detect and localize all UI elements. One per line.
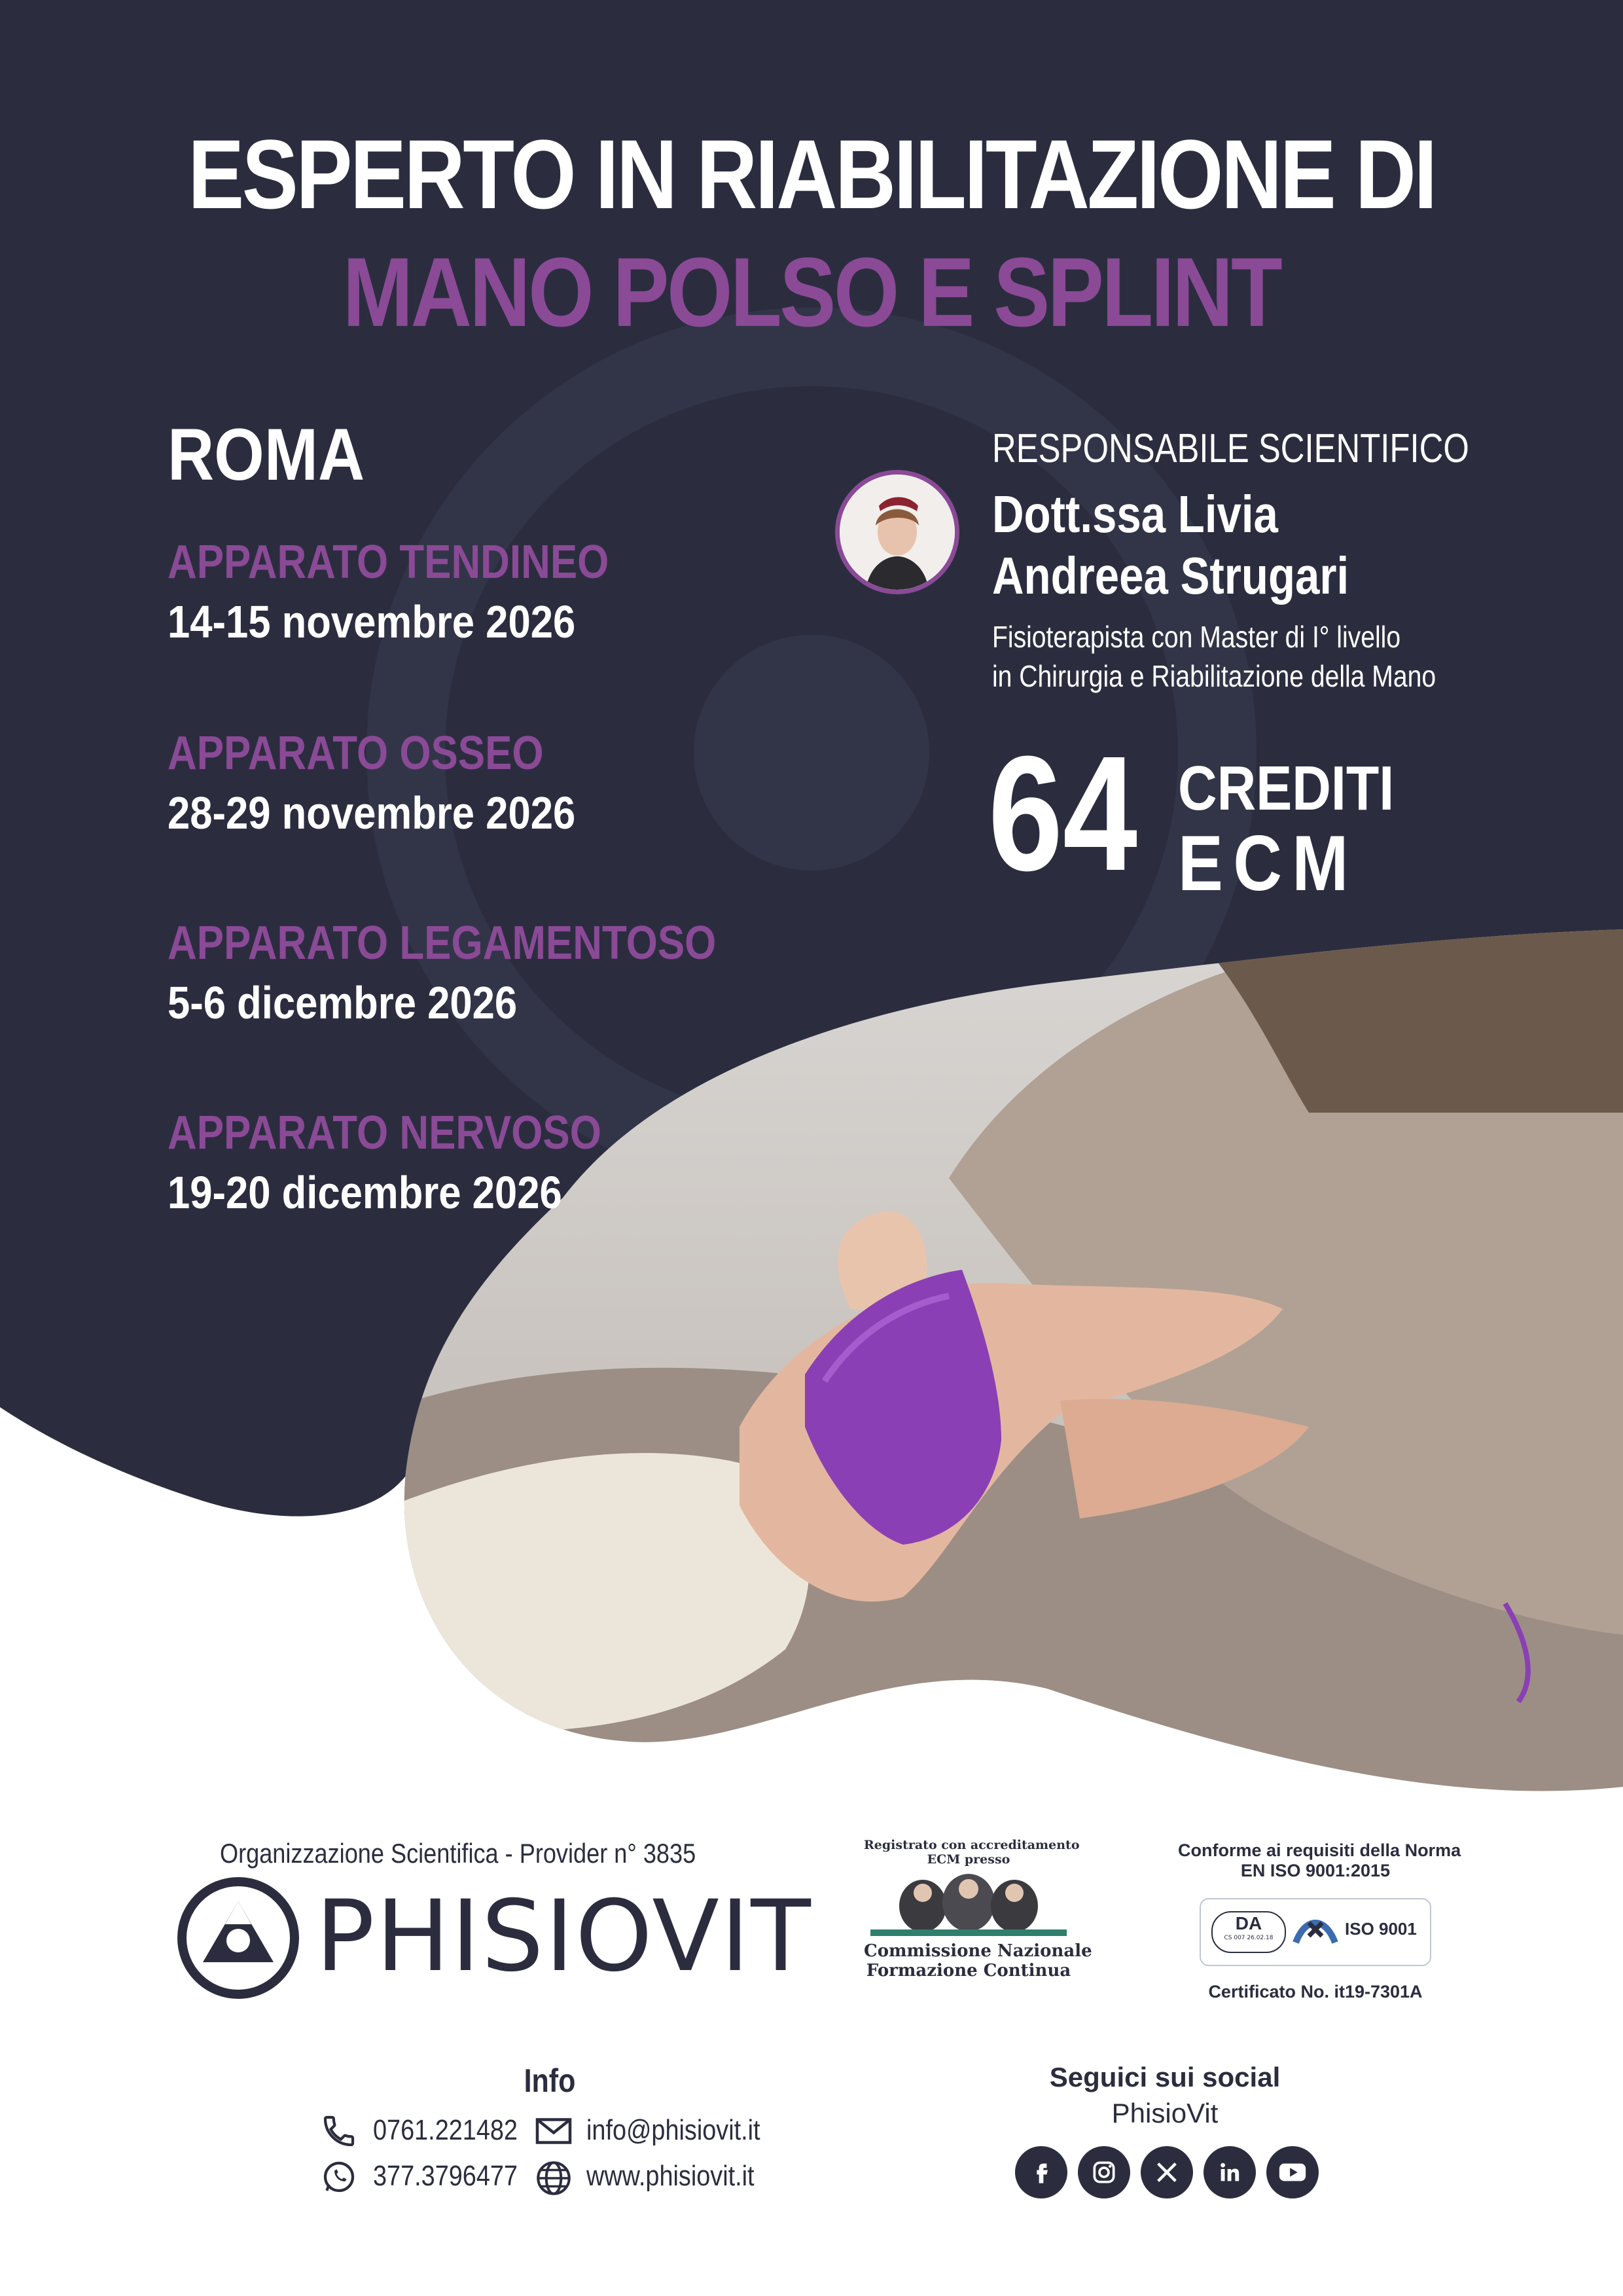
ecm-badge-text: ECM presso xyxy=(927,1852,1010,1867)
organization-label: Organizzazione Scientifica - Provider n° 3835 xyxy=(220,1838,696,1869)
module-title: APPARATO LEGAMENTOSO xyxy=(168,917,717,969)
module-title: APPARATO TENDINEO xyxy=(168,536,609,588)
ecm-badge-text: Formazione Continua xyxy=(866,1961,1071,1981)
credits-ecm: ECM xyxy=(1178,819,1359,907)
iso-badge-text: EN ISO 9001:2015 xyxy=(1240,1861,1391,1880)
ecm-illustration xyxy=(864,1867,1073,1939)
da-mark: DA CS 007 26.02.18 xyxy=(1211,1911,1286,1953)
course-title-line2: MANO POLSO E SPLINT xyxy=(342,237,1281,347)
email-icon xyxy=(534,2114,573,2148)
responsabile-name: Dott.ssa Livia xyxy=(992,485,1278,543)
responsabile-label: RESPONSABILE SCIENTIFICO xyxy=(992,426,1469,471)
globe-icon xyxy=(534,2159,573,2198)
course-title-line1: ESPERTO IN RIABILITAZIONE DI xyxy=(188,119,1435,229)
whatsapp-number-link[interactable]: 377.3796477 xyxy=(373,2160,518,2192)
iso-badge-text: Conforme ai requisiti della Norma xyxy=(1178,1840,1461,1860)
module-title: APPARATO NERVOSO xyxy=(168,1107,601,1159)
phisiovit-logo-text: PHISIOVIT xyxy=(315,1880,812,1994)
ecm-badge-text: Commissione Nazionale xyxy=(864,1941,1092,1961)
responsabile-description: Fisioterapista con Master di I° livello xyxy=(992,620,1401,654)
iso-badge xyxy=(1178,1840,1461,2002)
social-handle: PhisioVit xyxy=(1111,2098,1219,2128)
module-title: APPARATO OSSEO xyxy=(168,727,544,780)
avatar xyxy=(835,470,959,594)
instagram-icon[interactable] xyxy=(1078,2146,1130,2198)
ecm-badge xyxy=(864,1838,1092,1981)
facebook-icon[interactable] xyxy=(1015,2146,1067,2198)
module-date: 28-29 novembre 2026 xyxy=(168,787,576,838)
phone-number-link[interactable]: 0761.221482 xyxy=(373,2114,518,2146)
whatsapp-icon xyxy=(321,2159,357,2195)
module-date: 19-20 dicembre 2026 xyxy=(168,1167,562,1218)
iso-9001-label: ISO 9001 xyxy=(1345,1919,1417,1939)
email-link[interactable]: info@phisiovit.it xyxy=(586,2114,760,2146)
module-date: 14-15 novembre 2026 xyxy=(168,596,576,647)
phone-icon xyxy=(321,2113,357,2149)
city-label: ROMA xyxy=(168,414,365,495)
youtube-icon[interactable] xyxy=(1266,2146,1319,2198)
x-icon[interactable] xyxy=(1141,2146,1193,2198)
website-link[interactable]: www.phisiovit.it xyxy=(586,2160,755,2192)
credits-number: 64 xyxy=(988,722,1138,905)
iso-certificate-number: Certificato No. it19-7301A xyxy=(1208,1982,1423,2001)
social-heading: Seguici sui social xyxy=(1049,2062,1281,2092)
phisiovit-logo-mark xyxy=(182,1882,294,1994)
linkedin-icon[interactable] xyxy=(1204,2146,1256,2198)
ecm-badge-text: Registrato con accreditamento xyxy=(864,1838,1080,1852)
info-heading: Info xyxy=(524,2062,576,2099)
responsabile-name: Andreea Strugari xyxy=(992,547,1349,605)
iso-certification-marks xyxy=(1200,1898,1431,1966)
module-date: 5-6 dicembre 2026 xyxy=(168,977,518,1028)
accredia-mark-icon xyxy=(1293,1910,1338,1949)
credits-word: CREDITI xyxy=(1178,753,1395,823)
responsabile-description: in Chirurgia e Riabilitazione della Mano xyxy=(992,659,1436,693)
